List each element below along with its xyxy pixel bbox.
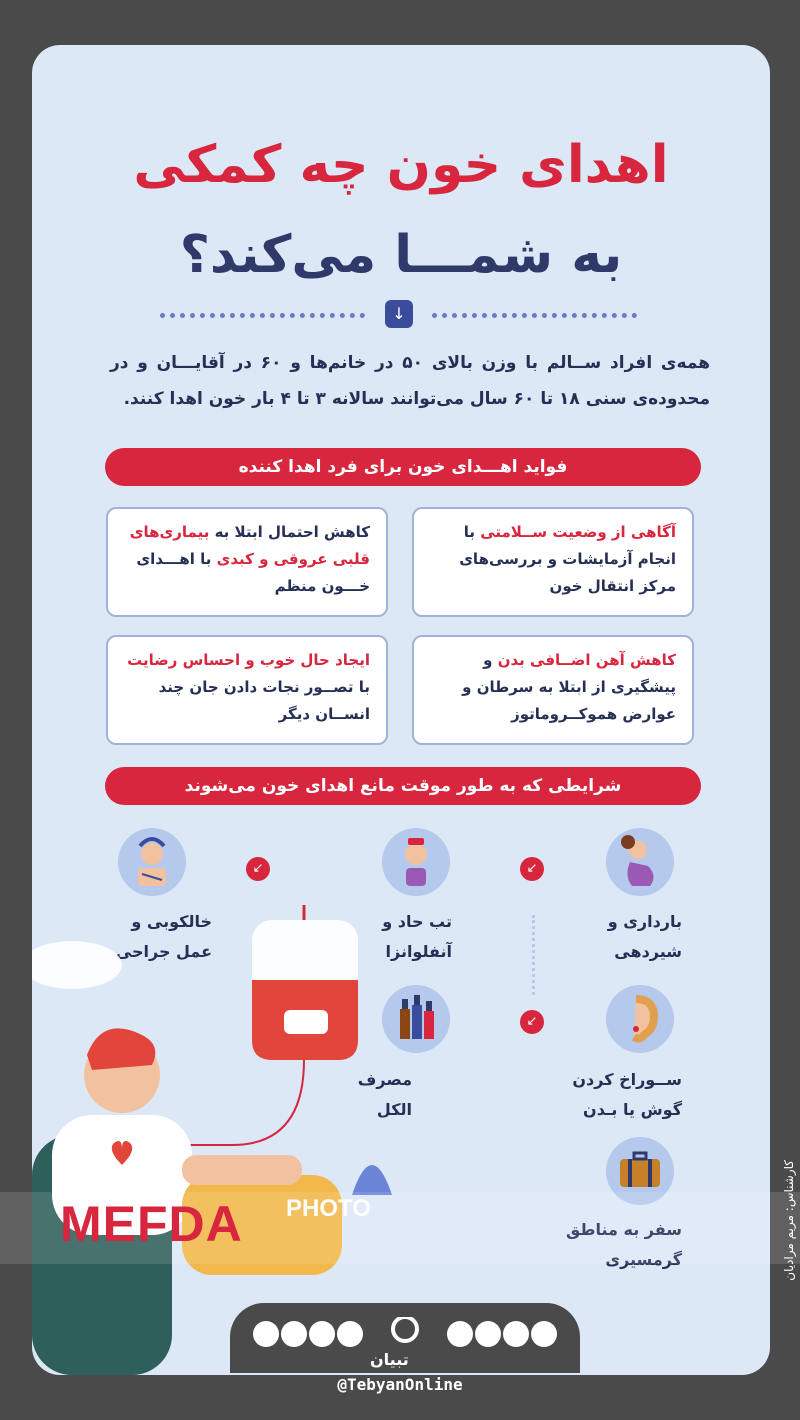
benefit-text: و پیشگیری از ابتلا به سرطان و عوارض هموکــروماتوز: [462, 651, 676, 723]
benefit-text: با اهـــدای خـــون منظم: [136, 550, 370, 595]
arrow-icon: ↙: [520, 1010, 544, 1034]
title-line-2: به شمـــا می‌کند؟: [179, 225, 623, 285]
condition-label: مصرف الکل: [357, 1070, 412, 1119]
fever-icon: [382, 828, 450, 896]
benefit-highlight: بیماری‌های قلبی عروقی و کبدی: [129, 523, 370, 568]
watermark-photo: PHOTO: [286, 1195, 371, 1222]
social-icons: [250, 1317, 560, 1351]
arrow-down-icon: ↓: [385, 300, 413, 328]
arrow-icon: ↙: [246, 857, 270, 881]
benefit-text: کاهش احتمال ابتلا به: [209, 523, 370, 541]
benefit-card: [412, 507, 694, 617]
benefit-text: با انجام آزمایشات و بررسی‌های مرکز انتقال خون: [459, 523, 676, 595]
conditions-title: شرایطی که به طور موقت مانع اهدای خون می‌شوند: [105, 767, 701, 805]
dotted-connector: [532, 915, 535, 995]
benefit-highlight: کاهش آهن اضــافی بدن: [497, 651, 676, 669]
watermark-logo: MEFDA: [60, 1196, 243, 1252]
title-line-1: اهدای خون چه کمکی: [133, 135, 669, 195]
benefit-card: [106, 635, 388, 745]
condition-label: بارداری و شیردهی: [607, 912, 682, 961]
credit-text: کارشناس: مریم مرادیان: [782, 1160, 796, 1281]
tattoo-icon: [118, 828, 186, 896]
benefit-highlight: ایجاد حال خوب و احساس رضایت: [127, 651, 370, 669]
benefit-card: [412, 635, 694, 745]
condition-label: سفر به مناطق گرمسیری: [566, 1220, 682, 1269]
divider-dots-left: [160, 313, 365, 318]
condition-label: خالکوبی و عمل جراحی: [115, 912, 212, 961]
benefit-highlight: آگاهی از وضعیت ســلامتی: [480, 523, 676, 541]
intro-text: همه‌ی افراد ســالم با وزن بالای ۵۰ در خانم‌ها و ۶۰ در آقایـــان و در محدوده‌ی سنی ۱۸ تا ۶۰ سال می‌توانند سالانه ۳ تا ۴ بار خون اهدا کنند.: [110, 353, 711, 409]
brand-name: تبیان: [370, 1350, 409, 1369]
condition-label: ســوراخ کردن گوش یا بـدن: [572, 1070, 682, 1119]
condition-label: تب حاد و آنفلوانزا: [382, 912, 452, 961]
infographic-card: [32, 45, 770, 1375]
divider-dots-right: [432, 313, 637, 318]
alcohol-bottles-icon: [382, 985, 450, 1053]
benefit-text: با تصــور نجات دادن جان چند انســان دیگر: [158, 678, 370, 723]
ear-piercing-icon: [606, 985, 674, 1053]
benefits-title: فواید اهـــدای خون برای فرد اهدا کننده: [105, 448, 701, 486]
benefit-card: [106, 507, 388, 617]
social-handle: @TebyanOnline: [337, 1375, 463, 1394]
arrow-icon: ↙: [520, 857, 544, 881]
pregnant-woman-icon: [606, 828, 674, 896]
